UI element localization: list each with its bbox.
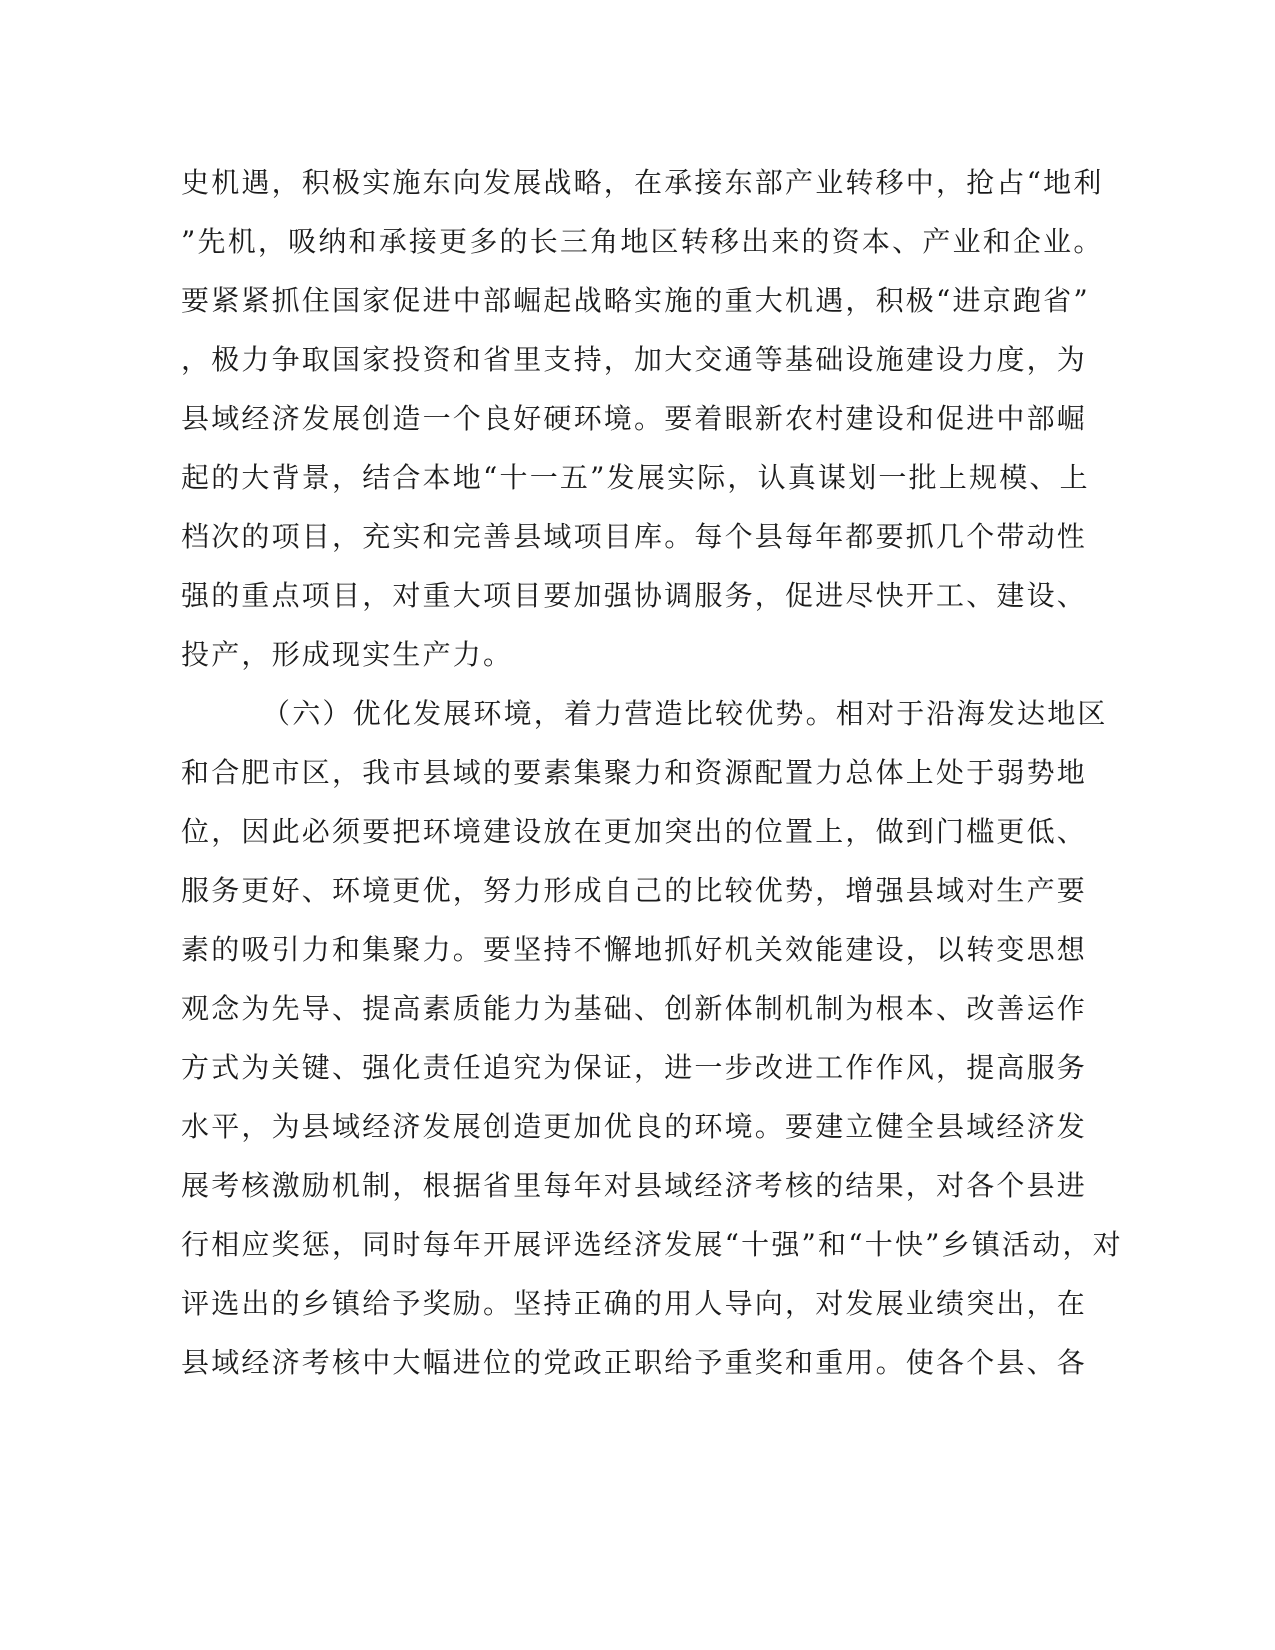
paragraph-heading-line: （六）优化发展环境，着力营造比较优势。相对于沿海发达地区 (262, 697, 1108, 730)
text-line-18: 展考核激励机制，根据省里每年对县域经济考核的结果，对各个县进 (181, 1169, 1088, 1202)
text-line-11: 和合肥市区，我市县域的要素集聚力和资源配置力总体上处于弱势地 (181, 756, 1088, 789)
text-line-20: 评选出的乡镇给予奖励。坚持正确的用人导向，对发展业绩突出，在 (181, 1287, 1088, 1320)
text-line-17: 水平，为县域经济发展创造更加优良的环境。要建立健全县域经济发 (181, 1110, 1088, 1143)
text-line-6: 起的大背景，结合本地“十一五”发展实际，认真谋划一批上规模、上 (181, 461, 1090, 494)
text-line-7: 档次的项目，充实和完善县域项目库。每个县每年都要抓几个带动性 (181, 520, 1088, 553)
text-line-8: 强的重点项目，对重大项目要加强协调服务，促进尽快开工、建设、 (181, 579, 1088, 612)
text-line-3: 要紧紧抓住国家促进中部崛起战略实施的重大机遇，积极“进京跑省” (181, 284, 1090, 317)
text-line-14: 素的吸引力和集聚力。要坚持不懈地抓好机关效能建设，以转变思想 (181, 933, 1088, 966)
text-line-19: 行相应奖惩，同时每年开展评选经济发展“十强”和“十快”乡镇活动，对 (181, 1228, 1123, 1261)
text-line-16: 方式为关键、强化责任追究为保证，进一步改进工作作风，提高服务 (181, 1051, 1088, 1084)
text-line-2: ”先机，吸纳和承接更多的长三角地区转移出来的资本、产业和企业。 (181, 225, 1104, 258)
text-line-13: 服务更好、环境更优，努力形成自己的比较优势，增强县域对生产要 (181, 874, 1088, 907)
text-line-12: 位，因此必须要把环境建设放在更加突出的位置上，做到门槛更低、 (181, 815, 1088, 848)
text-line-9: 投产，形成现实生产力。 (181, 638, 514, 671)
text-line-5: 县域经济发展创造一个良好硬环境。要着眼新农村建设和促进中部崛 (181, 402, 1088, 435)
text-line-1: 史机遇，积极实施东向发展战略，在承接东部产业转移中，抢占“地利 (181, 166, 1104, 199)
text-line-4: ，极力争取国家投资和省里支持，加大交通等基础设施建设力度，为 (181, 343, 1088, 376)
text-line-21: 县域经济考核中大幅进位的党政正职给予重奖和重用。使各个县、各 (181, 1346, 1088, 1379)
text-line-15: 观念为先导、提高素质能力为基础、创新体制机制为根本、改善运作 (181, 992, 1088, 1025)
